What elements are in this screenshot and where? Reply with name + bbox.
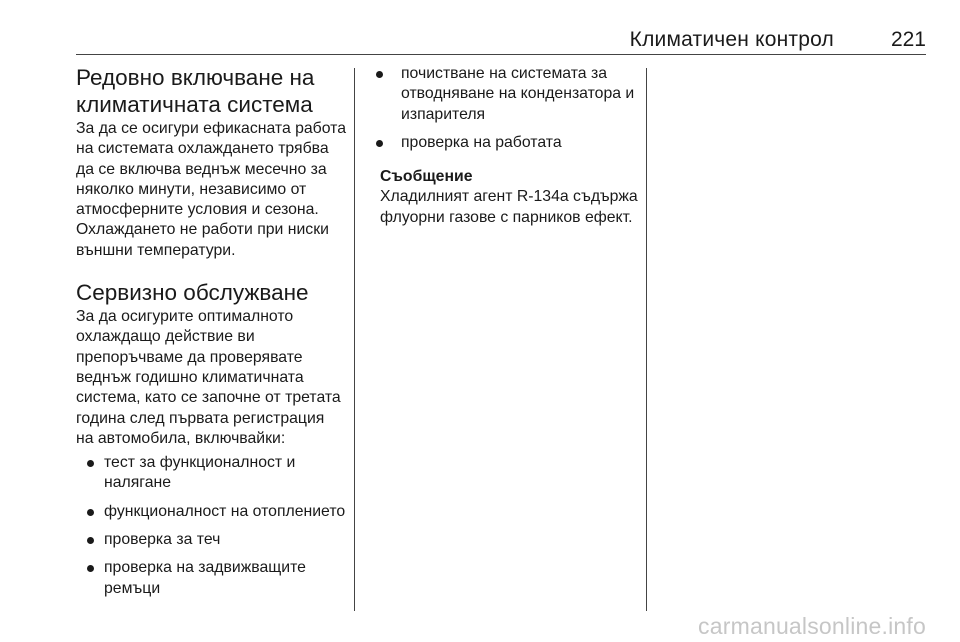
service-checklist-continued — [373, 64, 638, 153]
section-paragraph-service: За да осигурите оптималното охлаждащо действие ви препоръчваме да проверявате веднъж годишно климатичната система, като се започне от третата година след първата регистрация на автомобила, включвайки: — [76, 308, 341, 447]
list-item: тест за функционалност и налягане — [76, 453, 346, 494]
page-header — [76, 22, 926, 54]
section-paragraph-regular-use: За да се осигури ефикасната работа на системата охлаждането трябва да се включва веднъж месечно за няколко минути, независимо от атмосферните условия и сезона. Охлаждането не работи при ниски външни температури. — [76, 120, 347, 259]
list-item: проверка на работата — [373, 133, 638, 153]
section-heading-regular-use: Редовно включване на климатичната система — [76, 65, 315, 117]
notice-box — [373, 167, 638, 228]
list-item: функционалност на отоплението — [76, 502, 346, 522]
notice-title: Съобщение — [380, 168, 473, 186]
chapter-title: Климатичен контрол — [629, 28, 834, 51]
page-number: 221 — [890, 28, 926, 51]
column-divider-right — [646, 68, 647, 611]
column-divider-left — [354, 68, 355, 611]
list-item: проверка на задвижващите ремъци — [76, 558, 346, 599]
list-item: почистване на системата за отводняване на кондензатора и изпарителя — [373, 64, 638, 125]
list-item: проверка за теч — [76, 530, 346, 550]
service-checklist — [76, 453, 346, 599]
section-heading-service: Сервизно обслужване — [76, 280, 309, 306]
header-divider — [76, 54, 926, 55]
right-column — [373, 64, 638, 228]
notice-text: Хладилният агент R-134a съдържа флуорни газове с парников ефект. — [380, 188, 638, 226]
left-column — [76, 64, 346, 607]
watermark-text: carmanualsonline.info — [698, 613, 926, 639]
